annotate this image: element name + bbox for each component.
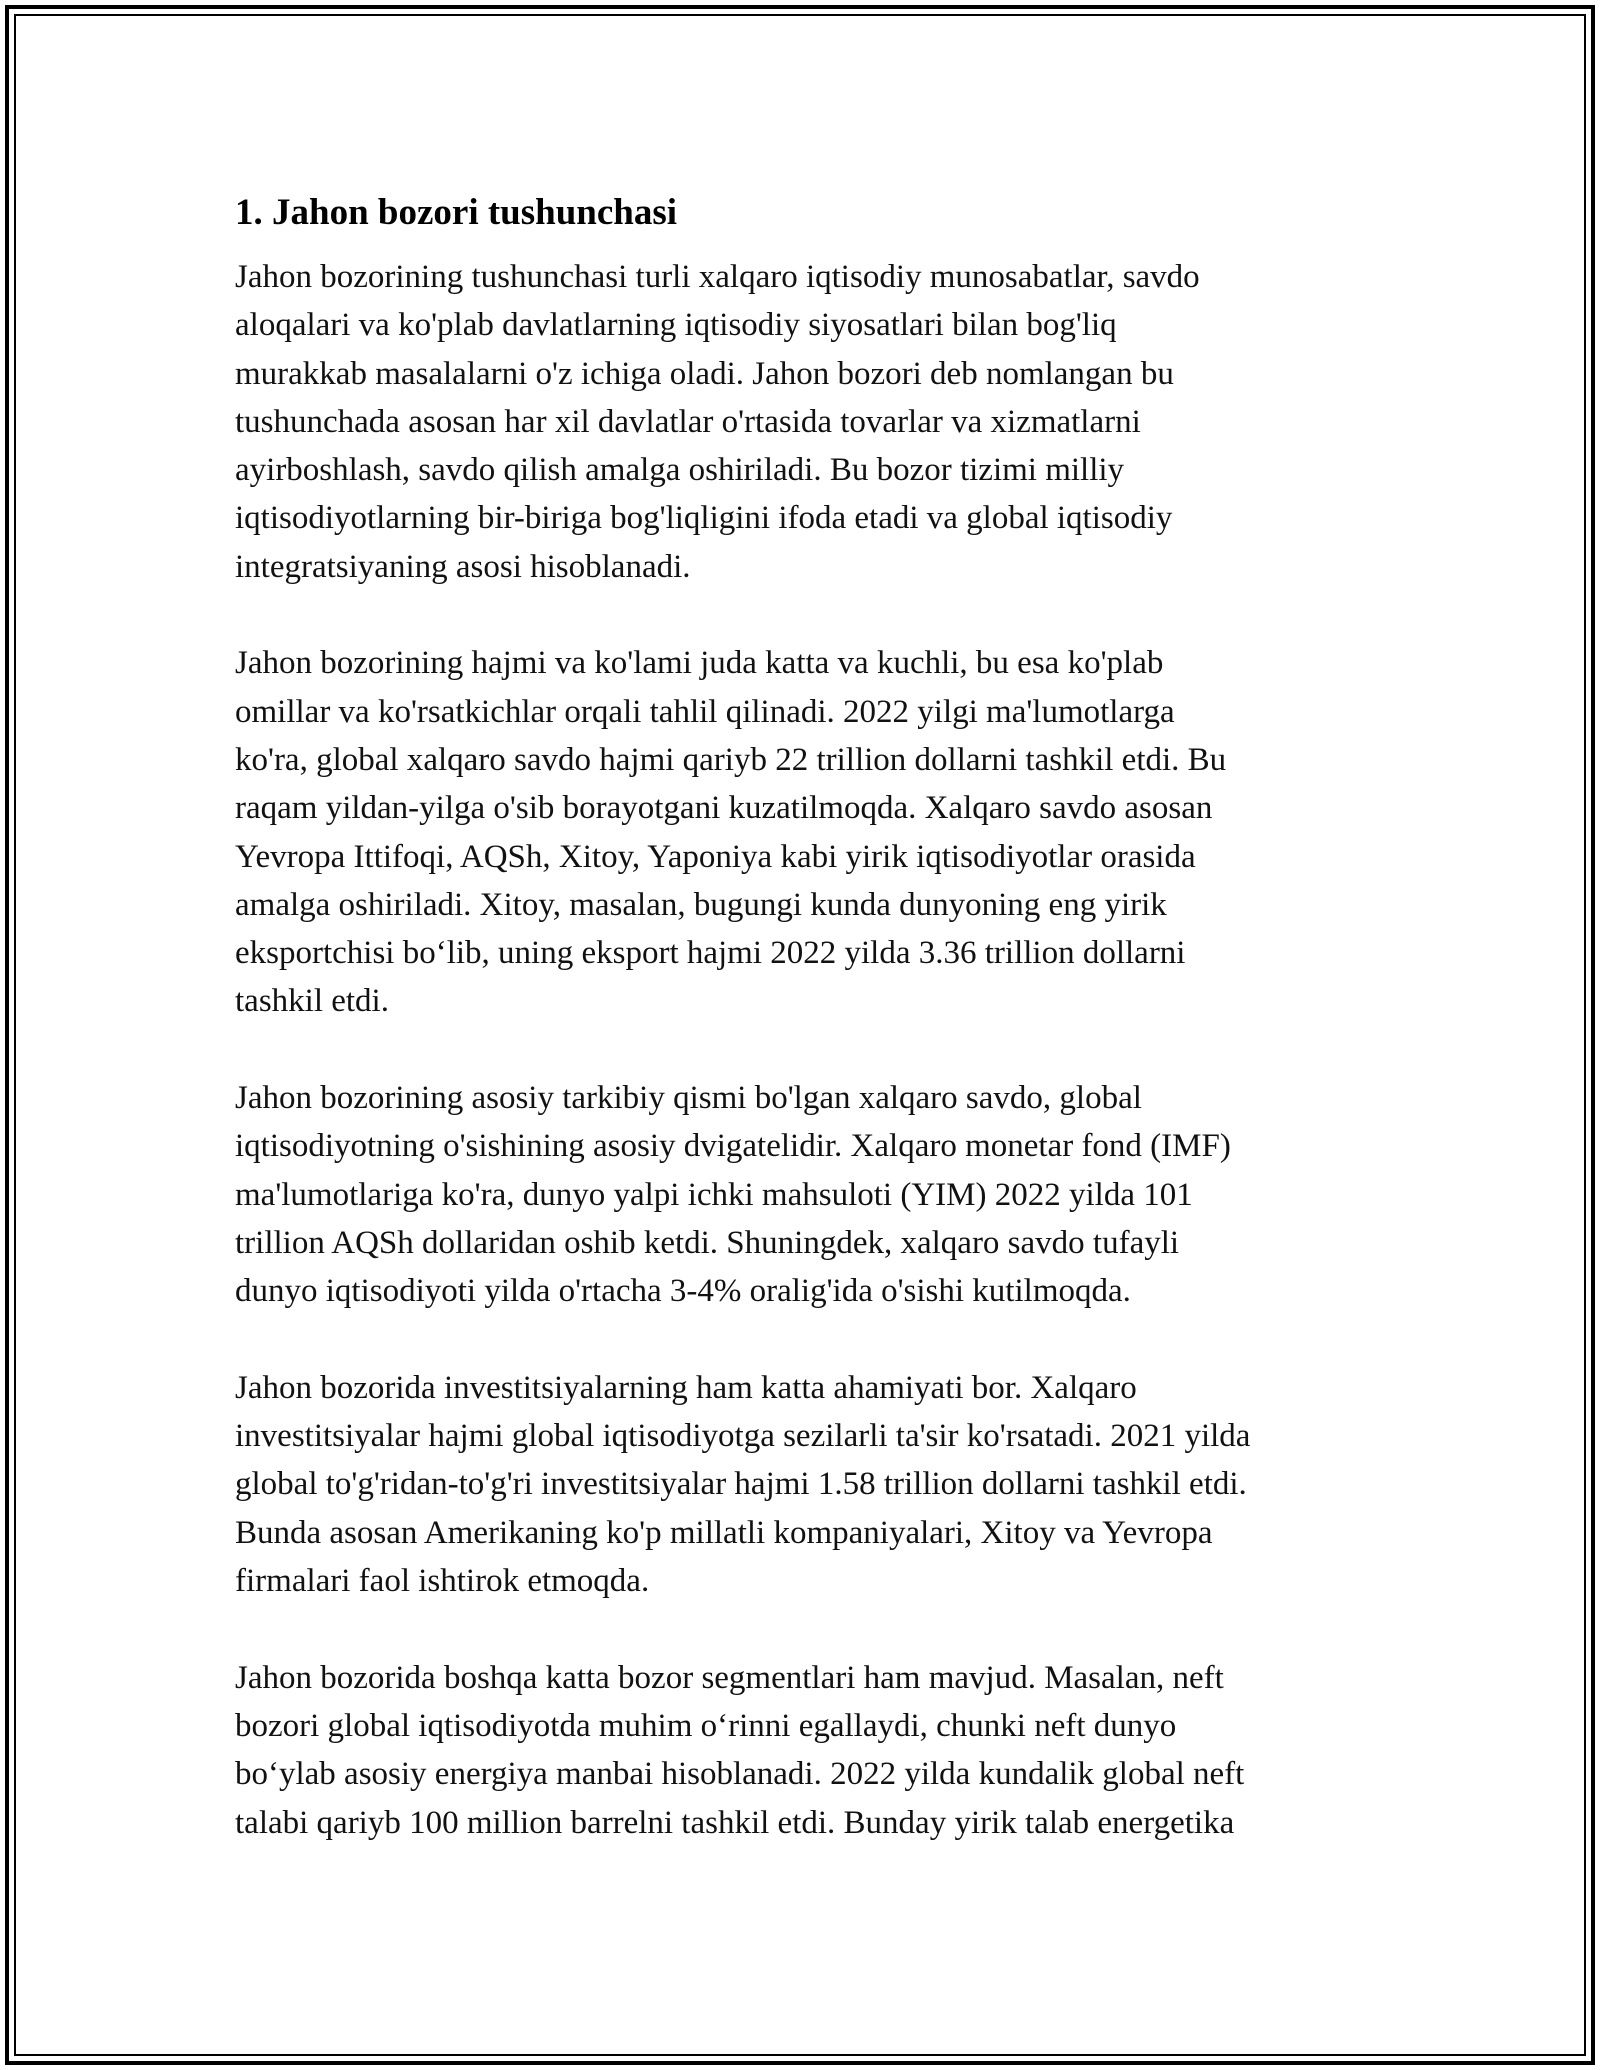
text-line: iqtisodiyotlarning bir-biriga bog'liqligini ifoda etadi va global iqtisodiy [235,500,1173,537]
paragraph-5 [235,1654,1385,1847]
paragraph-1 [235,253,1385,591]
text-line: aloqalari va ko'plab davlatlarning iqtisodiy siyosatlari bilan bog'liq [235,307,1117,344]
text-line: amalga oshiriladi. Xitoy, masalan, bugungi kunda dunyoning eng yirik [235,886,1167,923]
text-line: global to'g'ridan-to'g'ri investitsiyalar hajmi 1.58 trillion dollarni tashkil etdi. [235,1466,1247,1503]
text-line: Bunda asosan Amerikaning ko'p millatli kompaniyalari, Xitoy va Yevropa [235,1514,1213,1551]
text-line: trillion AQSh dollaridan oshib ketdi. Shuningdek, xalqaro savdo tufayli [235,1224,1180,1261]
paragraph-4 [235,1364,1385,1605]
text-line: iqtisodiyotning o'sishining asosiy dvigatelidir. Xalqaro monetar fond (IMF) [235,1128,1231,1165]
text-line: Jahon bozorida boshqa katta bozor segmentlari ham mavjud. Masalan, neft [235,1659,1224,1696]
document-body [235,185,1385,1895]
text-line: bozori global iqtisodiyotda muhim o‘rinni egallaydi, chunki neft dunyo [235,1707,1177,1744]
text-line: talabi qariyb 100 million barrelni tashkil etdi. Bunday yirik talab energetika [235,1804,1235,1841]
text-line: raqam yildan-yilga o'sib borayotgani kuzatilmoqda. Xalqaro savdo asosan [235,790,1213,827]
text-line: Jahon bozorining tushunchasi turli xalqaro iqtisodiy munosabatlar, savdo [235,259,1200,295]
text-line: tushunchada asosan har xil davlatlar o'rtasida tovarlar va xizmatlarni [235,403,1141,440]
text-line: integratsiyaning asosi hisoblanadi. [235,548,691,585]
text-line: ma'lumotlariga ko'ra, dunyo yalpi ichki mahsuloti (YIM) 2022 yilda 101 [235,1176,1193,1213]
text-line: ayirboshlash, savdo qilish amalga oshiriladi. Bu bozor tizimi milliy [235,452,1125,489]
text-line: murakkab masalalarni o'z ichiga oladi. Jahon bozori deb nomlangan bu [235,355,1174,392]
text-line: ko'ra, global xalqaro savdo hajmi qariyb 22 trillion dollarni tashkil etdi. Bu [235,741,1227,778]
text-line: Jahon bozorining hajmi va ko'lami juda katta va kuchli, bu esa ko'plab [235,645,1164,682]
paragraph-3 [235,1074,1385,1315]
text-line: investitsiyalar hajmi global iqtisodiyotga sezilarli ta'sir ko'rsatadi. 2021 yilda [235,1418,1251,1455]
text-line: Jahon bozorining asosiy tarkibiy qismi bo'lgan xalqaro savdo, global [235,1080,1142,1117]
text-line: Yevropa Ittifoqi, AQSh, Xitoy, Yaponiya kabi yirik iqtisodiyotlar orasida [235,838,1196,875]
text-line: dunyo iqtisodiyoti yilda o'rtacha 3-4% oralig'ida o'sishi kutilmoqda. [235,1273,1131,1310]
section-heading: 1. Jahon bozori tushunchasi [235,192,678,233]
paragraph-2 [235,639,1385,1025]
text-line: firmalari faol ishtirok etmoqda. [235,1563,650,1600]
text-line: eksportchisi bo‘lib, uning eksport hajmi 2022 yilda 3.36 trillion dollarni [235,935,1186,972]
paragraph-container [235,253,1385,1847]
text-line: Jahon bozorida investitsiyalarning ham katta ahamiyati bor. Xalqaro [235,1369,1137,1406]
text-line: bo‘ylab asosiy energiya manbai hisoblanadi. 2022 yilda kundalik global neft [235,1756,1245,1793]
text-line: omillar va ko'rsatkichlar orqali tahlil qilinadi. 2022 yilgi ma'lumotlarga [235,693,1175,730]
text-line: tashkil etdi. [235,983,389,1020]
